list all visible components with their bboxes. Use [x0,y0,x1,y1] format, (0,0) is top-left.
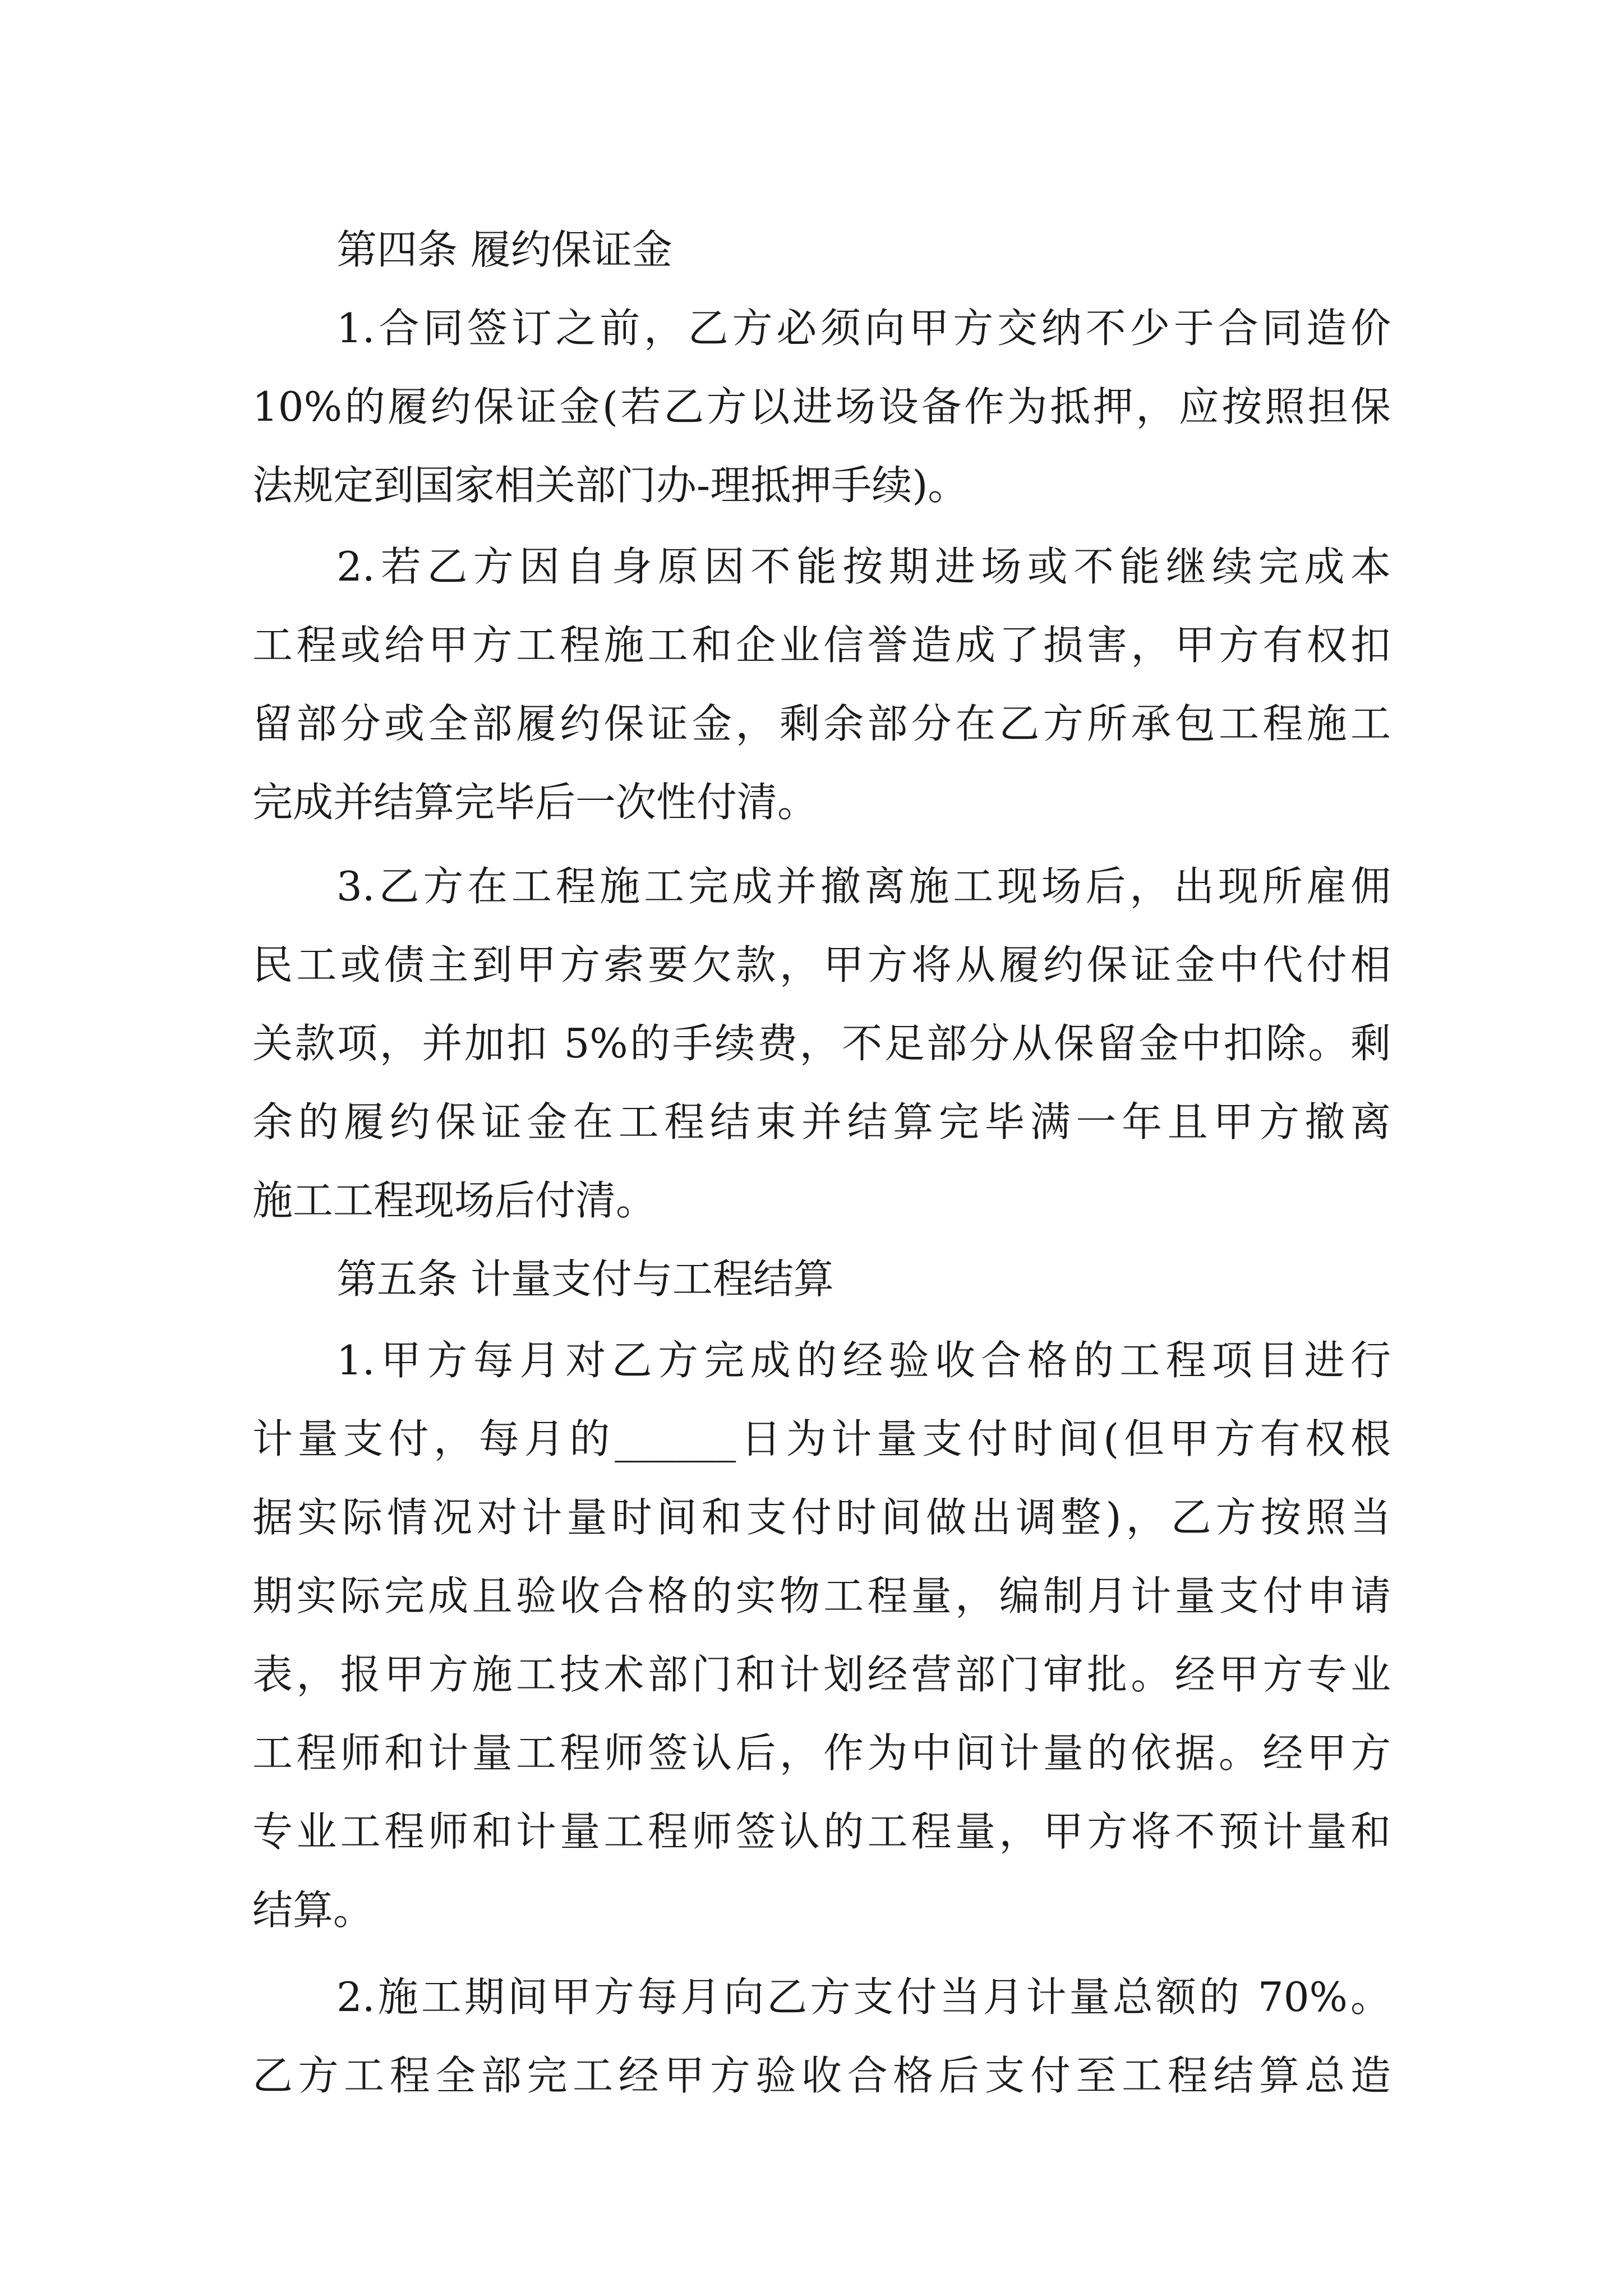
document-line: 余的履约保证金在工程结束并结算完毕满一年且甲方撤离 [252,1098,1391,1145]
document-line: 乙方工程全部完工经甲方验收合格后支付至工程结算总造 [252,2052,1391,2099]
document-line: 计量支付，每月的______日为计量支付时间(但甲方有权根 [252,1415,1391,1462]
document-line: 第四条 履约保证金 [336,226,672,273]
document-line: 工程或给甲方工程施工和企业信誉造成了损害，甲方有权扣 [252,622,1391,669]
document-line: 3.乙方在工程施工完成并撤离施工现场后，出现所雇佣 [336,863,1391,910]
document-line: 民工或债主到甲方索要欠款，甲方将从履约保证金中代付相 [252,941,1391,988]
document-line: 10%的履约保证金(若乙方以进场设备作为抵押，应按照担保 [252,383,1391,430]
document-line: 结算。 [252,1887,374,1934]
document-line: 期实际完成且验收合格的实物工程量，编制月计量支付申请 [252,1572,1391,1619]
document-line: 法规定到国家相关部门办-理抵押手续)。 [252,462,969,509]
document-line: 施工工程现场后付清。 [252,1177,657,1224]
document-line: 留部分或全部履约保证金，剩余部分在乙方所承包工程施工 [252,700,1391,747]
document-line: 1.合同签订之前，乙方必须向甲方交纳不少于合同造价 [336,305,1391,352]
document-line: 完成并结算完毕后一次性付清。 [252,779,818,826]
document-line: 2.施工期间甲方每月向乙方支付当月计量总额的 70%。 [336,1973,1391,2021]
document-line: 2.若乙方因自身原因不能按期进场或不能继续完成本 [336,543,1391,590]
document-line: 据实际情况对计量时间和支付时间做出调整)，乙方按照当 [252,1494,1391,1541]
document-line: 第五条 计量支付与工程结算 [336,1255,834,1303]
document-line: 工程师和计量工程师签认后，作为中间计量的依据。经甲方 [252,1729,1391,1777]
document-line: 专业工程师和计量工程师签认的工程量，甲方将不预计量和 [252,1808,1391,1855]
document-line: 表，报甲方施工技术部门和计划经营部门审批。经甲方专业 [252,1651,1391,1698]
document-line: 关款项，并加扣 5%的手续费，不足部分从保留金中扣除。剩 [252,1020,1391,1067]
document-line: 1.甲方每月对乙方完成的经验收合格的工程项目进行 [336,1337,1391,1384]
